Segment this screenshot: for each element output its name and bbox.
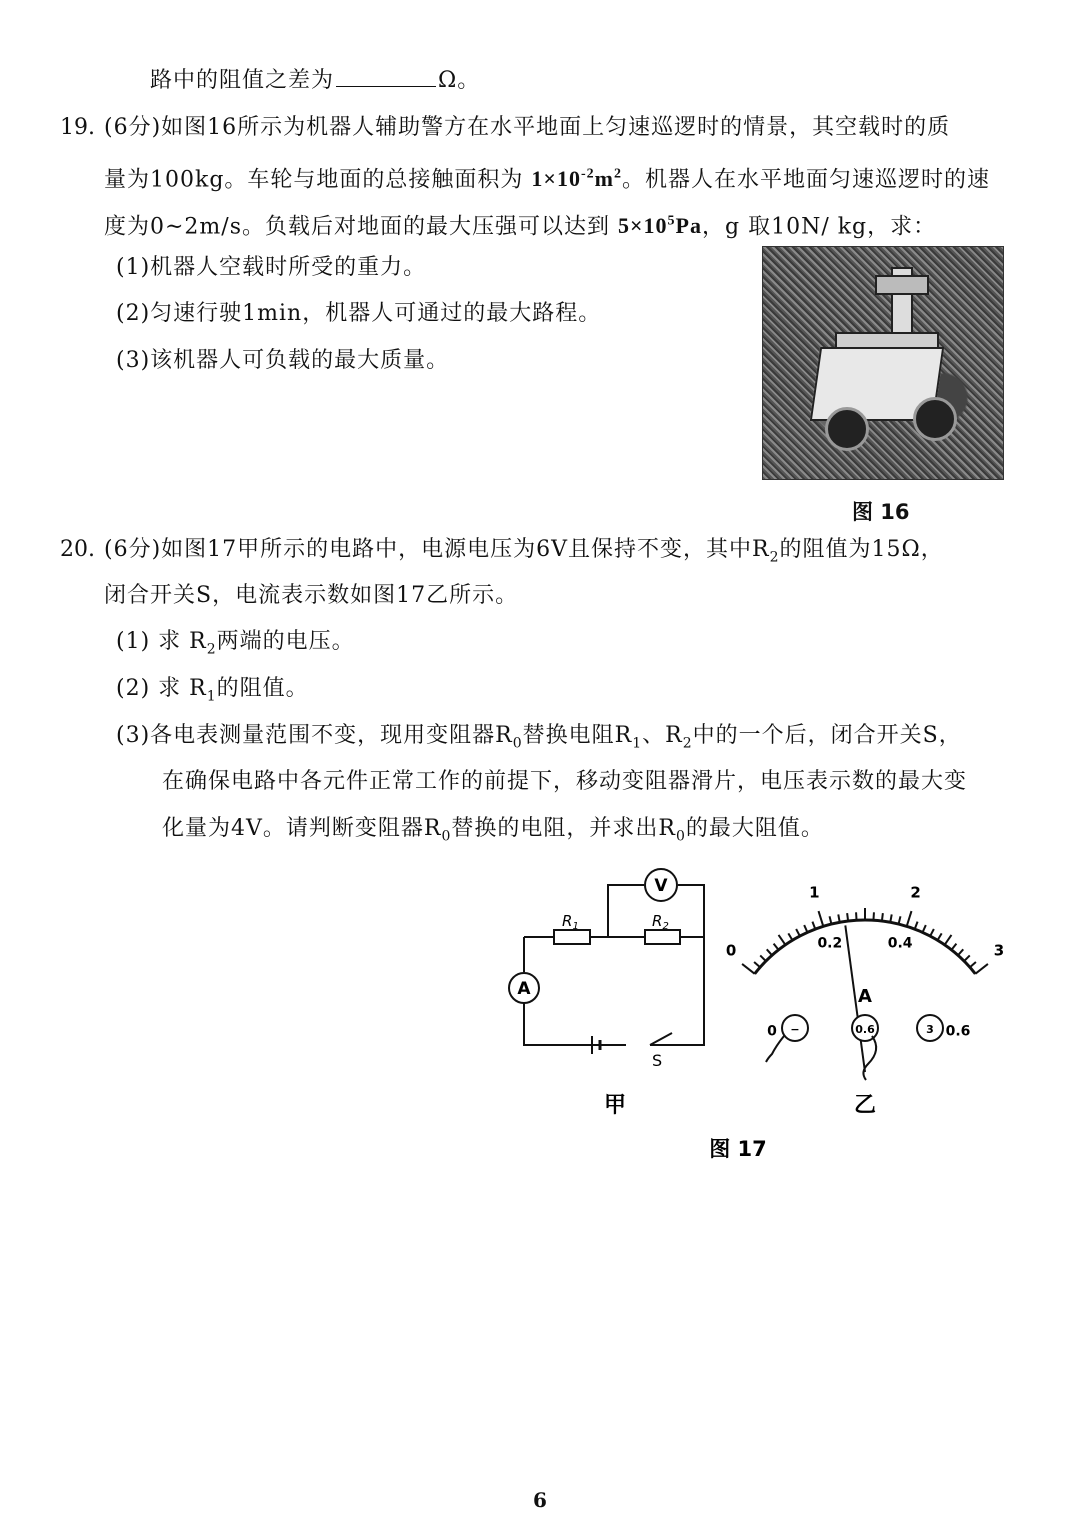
meter-caption: 乙 [853,1093,877,1118]
dial-tick [882,913,883,921]
q18-tail-line [150,64,480,95]
circuit-caption: 甲 [603,1093,627,1118]
dial-tick [907,911,912,926]
q19-line3-text-b: ，g 取10N/ kg，求： [702,214,937,240]
q19-number: 19. [60,115,95,140]
dial-tick [930,929,934,936]
dial-tick [964,955,970,961]
circuit-diagram [509,869,704,1054]
robot-wheel [825,407,869,451]
bottom-scale-label: 0 [767,1023,777,1040]
robot-head [875,275,929,295]
answer-blank[interactable] [336,64,436,87]
terminal-wire [863,1036,876,1080]
q19-line1: (6分)如图16所示为机器人辅助警方在水平地面上匀速巡逻时的情景，其空载时的质 [104,115,951,140]
q19-line2-text: 量为100kg。车轮与地面的总接触面积为 [104,167,532,193]
figure16-caption: 图 16 [852,500,910,524]
q20-sub3-line2: 在确保电路中各元件正常工作的前提下，移动变阻器滑片，电压表示数的最大变 [162,769,968,794]
top-scale-label: 3 [993,941,1005,960]
dial-tick [945,935,952,945]
q19-line2 [104,161,990,194]
q19-sub3: (3)该机器人可负载的最大质量。 [116,348,450,373]
dial-tick [847,913,848,921]
figure17-caption: 图 17 [709,1137,767,1161]
meter-unit-label: A [858,986,872,1007]
bottom-scale-label: 0.6 [945,1023,971,1040]
r1-label: $R_1$ [562,912,579,932]
ammeter-label: A [517,979,531,999]
robot-wheel [913,397,957,441]
meter-terminal-label: 3 [926,1023,934,1036]
switch-label: S [652,1051,663,1070]
q20-sub1: (1) 求 $R_2$两端的电压。 [116,629,355,658]
dial-tick [970,962,976,967]
ammeter-dial [726,884,1004,1080]
dial-tick [796,929,800,936]
switch-blade [650,1033,672,1045]
dial-tick [890,914,891,922]
circuit-wires [524,885,704,1045]
q20-number: 20. [60,537,95,562]
top-scale-label: 1 [809,883,820,902]
q19-line2-text-b: 。机器人在水平地面匀速巡逻时的速 [621,167,990,193]
dial-tick [915,922,918,929]
q19-line3 [104,208,936,241]
page-number: 6 [533,1488,547,1512]
q20-sub2: (2) 求 $R_1$的阻值。 [116,676,309,705]
meter-terminal-label: 0.6 [855,1023,875,1036]
q20-sub3: (3)各电表测量范围不变，现用变阻器$R_0$替换电阻$R_1$、$R_2$中的一个后，闭合开关S， [116,723,962,752]
dial-tick [788,933,792,940]
meter-terminal-label: − [790,1023,800,1036]
dial-tick [958,949,963,955]
dial-tick [774,944,779,950]
q19-line3-text: 度为0~2m/s。负载后对地面的最大压强可以达到 [104,214,618,240]
robot-photo [762,246,1004,480]
dial-tick [754,962,760,967]
voltmeter-label: V [654,876,668,896]
resistor-r1 [554,930,590,944]
q20-sub3-line3: 化量为4V。请判断变阻器$R_0$替换的电阻，并求出$R_0$的最大阻值。 [162,816,824,845]
dial-tick [938,933,942,940]
dial-tick [779,935,786,945]
dial-tick [812,922,815,929]
dial-arc [755,920,976,974]
q19-area-formula: $1\times 10^{-2}m^2$ [531,166,622,192]
dial-tick [760,955,766,961]
terminal-wire [766,1036,784,1062]
dial-tick [804,925,807,932]
dial-tick [742,964,755,974]
bottom-scale-label: 0.4 [887,935,913,952]
dial-tick [838,914,839,922]
r2-label: $R_2$ [652,912,669,932]
dial-tick [767,949,772,955]
figure17 [500,860,1040,1170]
q19-sub2: (2)匀速行驶1min，机器人可通过的最大路程。 [116,301,602,326]
q20-line1: (6分)如图17甲所示的电路中，电源电压为6V且保持不变，其中$R_2$的阻值为15Ω， [104,537,944,566]
q18-tail-text: 路中的阻值之差为 [150,68,335,93]
dial-tick [819,911,824,926]
q18-tail-unit: Ω。 [438,68,481,93]
top-scale-label: 2 [910,883,921,902]
dial-tick [975,964,988,974]
dial-tick [923,925,926,932]
dial-tick [951,944,956,950]
bottom-scale-label: 0.2 [817,935,843,952]
resistor-r2 [645,930,680,944]
q19-pressure-formula: $5\times 10^5Pa$ [618,213,702,239]
top-scale-label: 0 [725,941,737,960]
q19-sub1: (1)机器人空载时所受的重力。 [116,255,427,280]
q20-line2: 闭合开关S，电流表示数如图17乙所示。 [104,583,519,608]
